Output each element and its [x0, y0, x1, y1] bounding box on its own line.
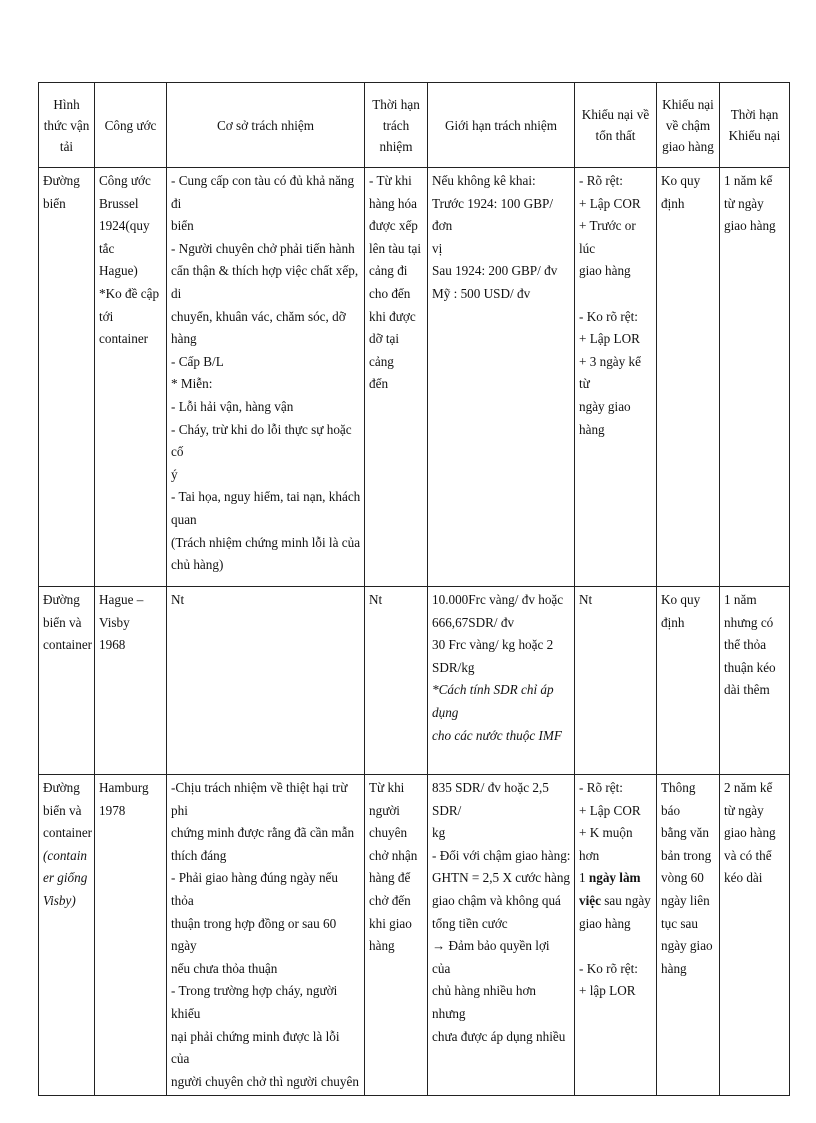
- header-basis: Cơ sở trách nhiệm: [167, 83, 365, 168]
- text-line: giao hàng: [724, 218, 776, 234]
- text-line: chủ hàng nhiều hơn nhưng: [432, 983, 537, 1021]
- text-line: từ ngày: [724, 802, 764, 818]
- limit-note: [432, 679, 571, 747]
- text-line: - Từ khi: [369, 173, 412, 188]
- text-line: SDR/kg: [432, 659, 475, 675]
- text-line: thuận trong hợp đồng or sau 60 ngày: [171, 915, 337, 954]
- text-line: cẩn thận & thích hợp việc chất xếp, di: [171, 263, 359, 301]
- text-line: *Ko đề cập: [99, 285, 160, 301]
- loss-claim-prefix: 1: [579, 870, 589, 886]
- loss-claim-line: [579, 890, 653, 913]
- text-line: - Rõ rệt:: [579, 173, 623, 188]
- text-line: hàng: [369, 938, 395, 954]
- cell-mode: [39, 775, 95, 1096]
- header-convention: Công ước: [95, 83, 167, 168]
- text-line: giao hàng: [579, 263, 631, 279]
- text-line: khi giao: [369, 915, 412, 931]
- loss-claim-line: [579, 935, 653, 958]
- text-line: * Miễn:: [171, 376, 213, 392]
- text-line: - Tai họa, nguy hiểm, tai nạn, khách: [171, 489, 361, 505]
- cell-delay-claim: [657, 587, 720, 775]
- text-line: - Lỗi hải vận, hàng vận: [171, 398, 294, 414]
- cell-claim-time: [720, 168, 790, 587]
- cell-convention: [95, 168, 167, 587]
- text-line: tổng tiền cước: [432, 915, 508, 931]
- text-line: Hamburg: [99, 780, 149, 795]
- text-line: kg: [432, 825, 446, 841]
- text-line: chứng minh được rằng đã cần mẫn: [171, 825, 355, 841]
- text-line: giao chậm và không quá: [432, 892, 561, 908]
- table-row: [39, 775, 790, 1096]
- text-line: Mỹ : 500 USD/ đv: [432, 285, 531, 301]
- text-line: chưa được áp dụng nhiều: [432, 1028, 566, 1044]
- text-line: khi được: [369, 308, 416, 324]
- text-line: hàng để: [369, 870, 411, 886]
- text-line: Hague –: [99, 592, 144, 607]
- text-line: Nếu không kê khai:: [432, 173, 536, 188]
- text-line: 10.000Frc vàng/ đv hoặc: [432, 592, 564, 607]
- text-line: - Cấp B/L: [171, 353, 224, 369]
- header-delay-claim: Khiếu nại về chậm giao hàng: [657, 83, 720, 168]
- text-line: từ ngày: [724, 195, 764, 211]
- cell-basis: [167, 168, 365, 587]
- text-line: - Phải giao hàng đúng ngày nếu thỏa: [171, 870, 339, 908]
- limit-text: [432, 589, 571, 679]
- text-line: + Lập COR: [579, 195, 641, 211]
- text-line: hàng hóa: [369, 195, 417, 211]
- text-line: → Đảm bảo quyền lợi của: [432, 938, 550, 976]
- header-row: [39, 83, 790, 168]
- cell-convention: [95, 775, 167, 1096]
- text-line: cho các nước thuộc IMF: [432, 727, 562, 743]
- text-line: 1 năm: [724, 592, 757, 607]
- text-line: 1968: [99, 637, 126, 653]
- text-line: Đường: [43, 173, 80, 188]
- text-line: + 3 ngày kể từ: [579, 353, 642, 392]
- text-line: chuyển, khuân vác, chăm sóc, dỡ hàng: [171, 308, 346, 347]
- text-line: vị: [432, 240, 443, 256]
- text-line: chủ hàng): [171, 557, 224, 573]
- text-line: Công ước: [99, 173, 151, 188]
- text-line: Brussel: [99, 195, 139, 211]
- text-line: Sau 1924: 200 GBP/ đv: [432, 263, 558, 279]
- cell-claim-time: [720, 587, 790, 775]
- mode-text: [43, 777, 91, 845]
- text-line: ngày giao: [579, 398, 631, 414]
- header-period: Thời hạn trách nhiệm: [365, 83, 428, 168]
- text-line: ý: [171, 466, 178, 482]
- text-line: - Cung cấp con tàu có đủ khả năng đi: [171, 173, 355, 211]
- text-line: dài thêm: [724, 682, 770, 698]
- text-line: định: [661, 195, 685, 211]
- text-line: quan: [171, 511, 197, 527]
- text-line: Trước 1924: 100 GBP/ đơn: [432, 195, 553, 234]
- text-line: nại phải chứng minh được là lỗi của: [171, 1028, 340, 1067]
- text-line: được xếp: [369, 218, 418, 234]
- text-line: tới container: [99, 308, 149, 347]
- cell-mode: [39, 168, 95, 587]
- text-line: (contain: [43, 847, 87, 863]
- text-line: kéo dài: [724, 870, 763, 886]
- text-line: bằng văn: [661, 825, 709, 841]
- text-line: GHTN = 2,5 X cước hàng: [432, 870, 571, 886]
- cell-delay-claim: [657, 775, 720, 1096]
- text-line: Nt: [171, 592, 185, 607]
- cell-convention: [95, 587, 167, 775]
- text-line: cảng đi: [369, 263, 408, 279]
- text-line: tục sau: [661, 915, 698, 931]
- header-loss-claim: Khiếu nại về tổn thất: [575, 83, 657, 168]
- text-line: 1924(quy tắc: [99, 218, 150, 256]
- text-line: thuận kéo: [724, 659, 776, 675]
- text-line: hàng: [661, 960, 687, 976]
- text-line: (Trách nhiệm chứng minh lỗi là của: [171, 534, 361, 550]
- mode-note: [43, 845, 91, 913]
- text-line: + Lập LOR: [579, 331, 640, 347]
- text-line: Thông báo: [661, 780, 696, 818]
- loss-claim-line: + K muộn hơn: [579, 825, 633, 863]
- text-line: 30 Frc vàng/ kg hoặc 2: [432, 637, 554, 653]
- text-line: Từ khi: [369, 780, 405, 795]
- cell-limit: [428, 587, 575, 775]
- cell-limit: [428, 168, 575, 587]
- loss-claim-line: [579, 867, 653, 890]
- loss-claim-suffix: sau ngày: [600, 892, 651, 908]
- text-line: Visby): [43, 892, 76, 908]
- cell-period: [365, 587, 428, 775]
- text-line: nhưng có: [724, 614, 774, 630]
- text-line: - Đối với chậm giao hàng:: [432, 847, 571, 863]
- text-line: giao hàng: [724, 825, 776, 841]
- loss-claim-line: - Rõ rệt:: [579, 780, 623, 795]
- text-line: Nt: [579, 592, 593, 607]
- cell-claim-time: [720, 775, 790, 1096]
- text-line: lên tàu tại: [369, 240, 421, 256]
- text-line: 666,67SDR/ đv: [432, 614, 515, 630]
- text-line: er giống: [43, 870, 88, 886]
- header-mode: Hình thức vận tải: [39, 83, 95, 168]
- text-line: và có thể: [724, 847, 772, 863]
- text-line: container: [43, 825, 93, 841]
- cell-loss-claim: [575, 775, 657, 1096]
- cell-loss-claim: [575, 587, 657, 775]
- text-line: cho đến: [369, 285, 411, 301]
- cell-period: [365, 168, 428, 587]
- text-line: container: [43, 637, 93, 653]
- header-limit: Giới hạn trách nhiệm: [428, 83, 575, 168]
- text-line: đến: [369, 376, 389, 392]
- text-line: 2 năm kể: [724, 780, 773, 795]
- transport-conventions-table: [38, 82, 790, 1096]
- text-line: ngày giao: [661, 938, 713, 954]
- loss-claim-line: giao hàng: [579, 915, 631, 931]
- text-line: Đường: [43, 780, 80, 795]
- table-row: [39, 587, 790, 775]
- cell-basis: [167, 587, 365, 775]
- text-line: biển: [171, 218, 194, 234]
- text-line: biển: [43, 195, 66, 211]
- text-line: Visby: [99, 614, 130, 630]
- loss-claim-line: - Ko rõ rệt:: [579, 960, 638, 976]
- text-line: 1 năm kể: [724, 173, 773, 188]
- text-line: + Trước or lúc: [579, 218, 636, 256]
- text-line: ngày liên: [661, 892, 710, 908]
- text-line: biển và: [43, 802, 82, 818]
- text-line: dỡ tại cảng: [369, 331, 400, 369]
- text-line: định: [661, 614, 685, 630]
- loss-claim-bold: ngày làm: [588, 870, 641, 886]
- cell-delay-claim: [657, 168, 720, 587]
- text-line: Hague): [99, 263, 138, 279]
- text-line: chở đến: [369, 892, 411, 908]
- text-line: chở nhận: [369, 847, 418, 863]
- text-line: Ko quy: [661, 173, 701, 188]
- text-line: - Cháy, trừ khi do lỗi thực sự hoặc cố: [171, 421, 352, 460]
- text-line: - Ko rõ rệt:: [579, 308, 638, 324]
- cell-period: [365, 775, 428, 1096]
- text-line: người: [369, 802, 400, 818]
- text-line: bản trong: [661, 847, 712, 863]
- text-line: Đường: [43, 592, 80, 607]
- text-line: -Chịu trách nhiệm về thiệt hại trừ phi: [171, 780, 348, 818]
- text-line: nếu chưa thỏa thuận: [171, 960, 278, 976]
- text-line: Ko quy: [661, 592, 701, 607]
- header-claim-time: Thời hạn Khiếu nại: [720, 83, 790, 168]
- table-row: [39, 168, 790, 587]
- text-line: *Cách tính SDR chỉ áp dụng: [432, 682, 554, 720]
- cell-mode: [39, 587, 95, 775]
- text-line: 1978: [99, 802, 126, 818]
- text-line: [579, 283, 653, 306]
- text-line: thể thỏa: [724, 637, 767, 653]
- text-line: người chuyên chở thì người chuyên: [171, 1073, 359, 1089]
- cell-basis: [167, 775, 365, 1096]
- text-line: hàng: [579, 421, 605, 437]
- text-line: thích đáng: [171, 847, 227, 863]
- loss-claim-line: + Lập COR: [579, 802, 641, 818]
- text-line: Nt: [369, 592, 383, 607]
- text-line: vòng 60: [661, 870, 704, 886]
- text-line: 835 SDR/ đv hoặc 2,5 SDR/: [432, 780, 549, 818]
- text-line: chuyên: [369, 825, 408, 841]
- text-line: - Trong trường hợp cháy, người khiếu: [171, 983, 338, 1021]
- cell-loss-claim: [575, 168, 657, 587]
- loss-claim-bold: việc: [579, 892, 601, 908]
- loss-claim-line: + lập LOR: [579, 983, 636, 999]
- text-line: biển và: [43, 614, 82, 630]
- text-line: - Người chuyên chở phải tiến hành: [171, 240, 355, 256]
- cell-limit: [428, 775, 575, 1096]
